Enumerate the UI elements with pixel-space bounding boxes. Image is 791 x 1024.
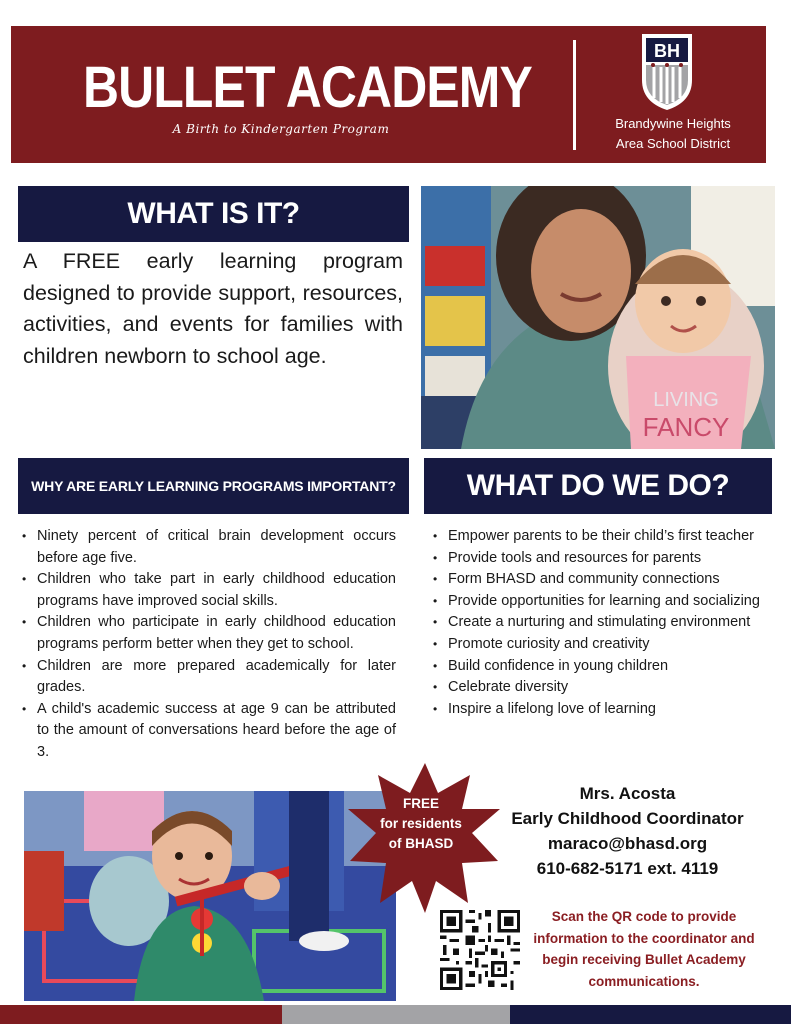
bib-text-line-2: FANCY xyxy=(642,412,730,442)
badge-line-3: of BHASD xyxy=(388,836,454,851)
list-item: • Children are more prepared academically for later grades. xyxy=(22,656,396,699)
list-item: • Provide opportunities for learning and socializing xyxy=(433,591,773,613)
list-item: • Inspire a lifelong love of learning xyxy=(433,699,773,721)
photo-child-playing xyxy=(24,791,396,1001)
footer-stripe-navy xyxy=(510,1005,791,1024)
what-we-do-heading: WHAT DO WE DO? xyxy=(424,458,772,514)
program-subtitle: A Birth to Kindergarten Program xyxy=(172,122,390,136)
list-item: • Ninety percent of critical brain development occurs before age five. xyxy=(22,526,396,569)
badge-line-1: FREE xyxy=(402,796,439,811)
list-item: • Promote curiosity and creativity xyxy=(433,634,773,656)
list-item: • Children who participate in early childhood education programs perform better when they get to school. xyxy=(22,612,396,655)
contact-name: Mrs. Acosta xyxy=(579,784,676,803)
district-name xyxy=(588,114,758,154)
footer-stripe-maroon xyxy=(0,1005,282,1024)
contact-role: Early Childhood Coordinator xyxy=(511,809,744,828)
list-item: • Children who take part in early childhood education programs have improved social skills. xyxy=(22,569,396,612)
what-we-do-list xyxy=(433,526,773,720)
badge-line-2: for residents xyxy=(380,816,462,831)
logo-letters: BH xyxy=(654,41,680,61)
list-item: • Celebrate diversity xyxy=(433,677,773,699)
contact-phone[interactable]: 610-682-5171 ext. 4119 xyxy=(536,859,719,878)
bib-text-line-1: LIVING xyxy=(653,389,719,411)
program-title: BULLET ACADEMY xyxy=(83,55,532,120)
list-item: • Build confidence in young children xyxy=(433,656,773,678)
qr-code[interactable] xyxy=(440,910,520,990)
district-line-2: Area School District xyxy=(615,136,731,151)
why-important-heading: WHY ARE EARLY LEARNING PROGRAMS IMPORTANT? xyxy=(18,458,409,514)
program-description: A FREE early learning program designed to provide support, resources, activities, and events for families with children newborn to school age. xyxy=(23,249,403,368)
banner-divider xyxy=(573,40,576,150)
list-item: • Create a nurturing and stimulating environment xyxy=(433,612,773,634)
list-item: • Empower parents to be their child’s first teacher xyxy=(433,526,773,548)
what-is-it-heading: WHAT IS IT? xyxy=(18,186,409,242)
qr-instructions: Scan the QR code to provide information to the coordinator and begin receiving Bullet Academy communications. xyxy=(533,909,755,989)
footer-stripe-gray xyxy=(282,1005,510,1024)
why-important-list xyxy=(22,526,396,764)
contact-email[interactable]: maraco@bhasd.org xyxy=(547,834,708,853)
free-badge-text xyxy=(365,794,477,854)
header-banner xyxy=(11,26,766,163)
district-shield-logo xyxy=(640,32,694,112)
list-item: • Provide tools and resources for parents xyxy=(433,548,773,570)
contact-block xyxy=(485,781,770,881)
list-item: • Form BHASD and community connections xyxy=(433,569,773,591)
district-line-1: Brandywine Heights xyxy=(615,116,731,131)
photo-parent-and-baby xyxy=(421,186,775,449)
list-item: • A child's academic success at age 9 can be attributed to the amount of conversations heard before the age of 3. xyxy=(22,699,396,764)
